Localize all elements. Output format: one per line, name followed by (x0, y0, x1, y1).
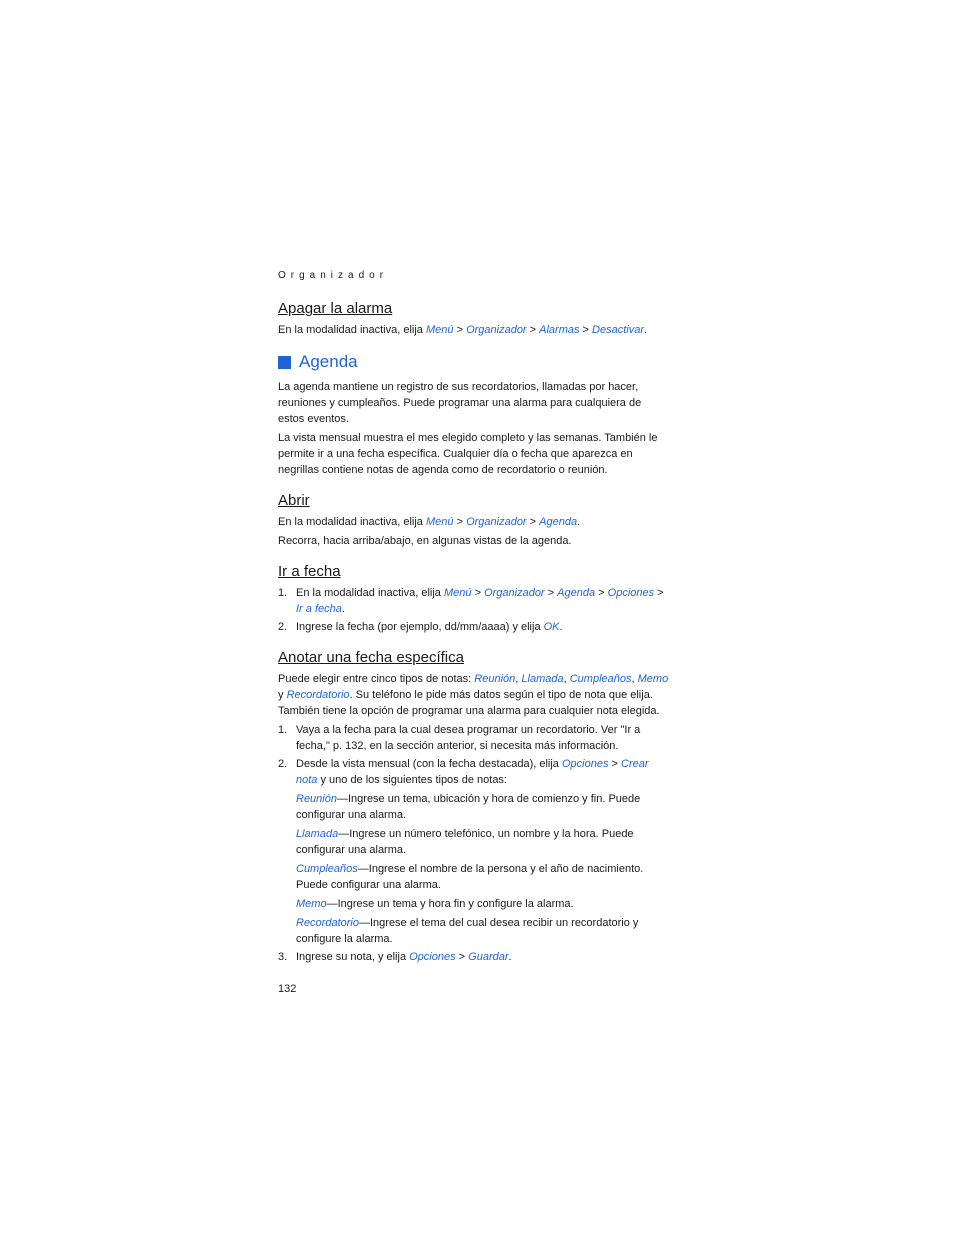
section-title-anotar: Anotar una fecha específica (278, 649, 464, 666)
anotar-steps (278, 722, 670, 788)
list-item: 2. Desde la vista mensual (con la fecha destacada), elija Opciones > Crear nota y uno de los siguientes tipos de notas: (278, 758, 649, 786)
list-item: 3. Ingrese su nota, y elija Opciones > Guardar. (278, 951, 512, 963)
running-head: Organizador (278, 270, 389, 281)
ir-a-fecha-steps (278, 585, 670, 635)
note-type-llamada: Llamada—Ingrese un número telefónico, un nombre y la hora. Puede configurar una alarma. (296, 828, 634, 856)
list-item: 1. En la modalidad inactiva, elija Menú > Organizador > Agenda > Opciones > Ir a fecha. (278, 587, 664, 615)
section-title-agenda: Agenda (278, 352, 670, 372)
menu-link: Desactivar (592, 324, 645, 336)
list-item: 2. Ingrese la fecha (por ejemplo, dd/mm/aaaa) y elija OK. (278, 621, 563, 633)
page-number: 132 (278, 983, 297, 995)
list-item: 1. Vaya a la fecha para la cual desea programar un recordatorio. Ver "Ir a fecha," p. 132, en la sección anterior, si necesita más información. (278, 724, 641, 752)
note-type-memo: Memo—Ingrese un tema y hora fin y configure la alarma. (296, 898, 574, 910)
note-type-cumpleanos: Cumpleaños—Ingrese el nombre de la persona y el año de nacimiento. Puede configurar una alarma. (296, 863, 644, 891)
agenda-paragraph-2: La vista mensual muestra el mes elegido completo y las semanas. También le permite ir a una fecha específica. Cualquier día o fecha que aparezca en negrillas contiene notas de agenda como de recordatorio o reunión. (278, 432, 658, 476)
abrir-paragraph: Recorra, hacia arriba/abajo, en algunas vistas de la agenda. (278, 535, 572, 547)
menu-link: Menú (425, 324, 454, 336)
menu-link: Organizador (466, 324, 527, 336)
abrir-instruction: En la modalidad inactiva, elija Menú > Organizador > Agenda. (278, 516, 581, 528)
square-bullet-icon (278, 356, 291, 369)
section-title-abrir: Abrir (278, 492, 310, 509)
anotar-paragraph: Puede elegir entre cinco tipos de notas: Reunión, Llamada, Cumpleaños, Memo y Recordatorio. Su teléfono le pide más datos según el tipo de nota que elija. También tiene la opción de programar una alarma para cualquier nota elegida. (278, 673, 669, 717)
agenda-paragraph-1: La agenda mantiene un registro de sus recordatorios, llamadas por hacer, reuniones y cumpleaños. Puede programar una alarma para cualquiera de estos eventos. (278, 381, 642, 425)
menu-link: Alarmas (539, 324, 580, 336)
anotar-steps-cont (278, 949, 670, 965)
page (278, 270, 670, 995)
section-title-ir-a-fecha: Ir a fecha (278, 563, 341, 580)
note-type-reunion: Reunión—Ingrese un tema, ubicación y hora de comienzo y fin. Puede configurar una alarma. (296, 793, 641, 821)
apagar-instruction: En la modalidad inactiva, elija Menú > Organizador > Alarmas > Desactivar. (278, 324, 648, 336)
note-type-recordatorio: Recordatorio—Ingrese el tema del cual desea recibir un recordatorio y configure la alarma. (296, 917, 639, 945)
section-title-apagar: Apagar la alarma (278, 300, 393, 317)
